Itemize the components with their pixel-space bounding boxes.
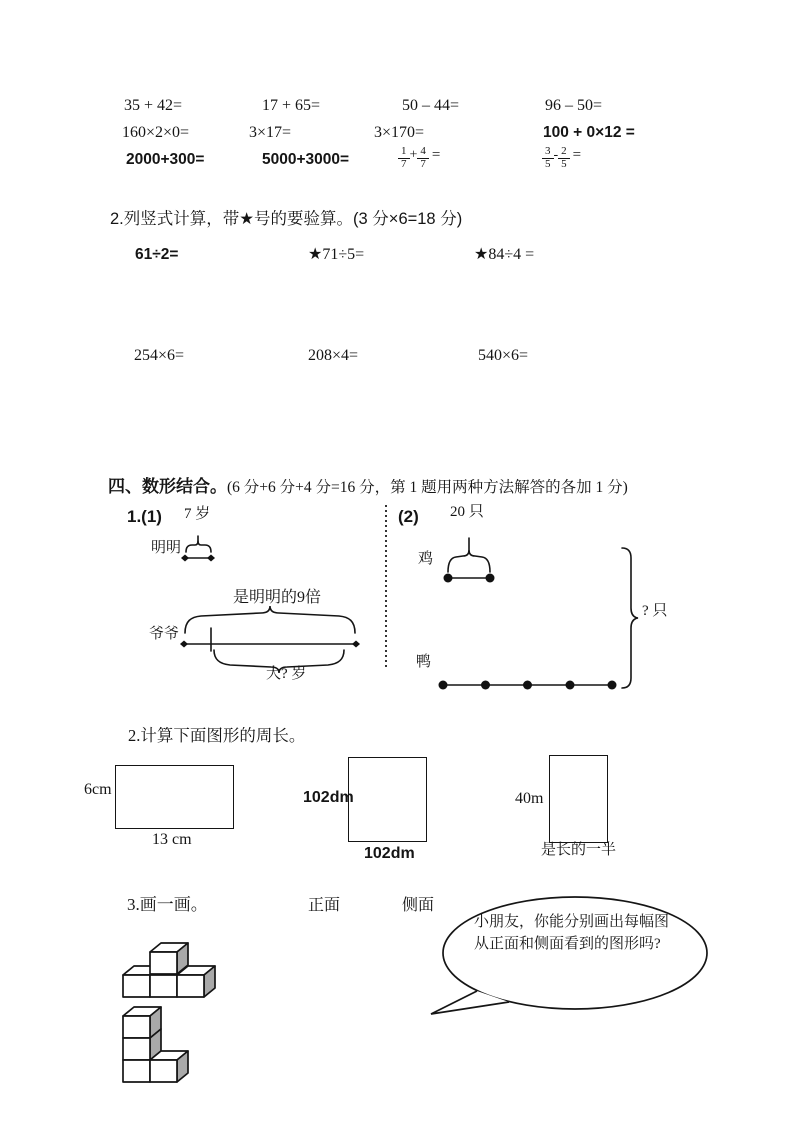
cube-figure-bottom [123,1007,188,1082]
rectangle-40m [549,755,608,843]
chicken-brace [444,538,495,583]
arith-cell: 100 + 0×12 = [543,124,635,141]
rect1-bottom-label: 13 cm [152,831,192,848]
section2-heading: 2.列竖式计算，带★号的要验算。(3 分×6=18 分) [110,210,463,228]
arith-cell: 2000+300= [126,151,205,168]
square-side-label: 102dm [303,789,354,806]
division-problem: 61÷2= [135,246,179,263]
side-view-label: 侧面 [402,897,435,914]
fraction-expression: $\frac{1}{7}$ + $\frac{4}{7}$ = [398,146,440,170]
multiplication-problem: 254×6= [134,347,185,364]
age-label: 7 岁 [184,506,211,522]
arith-cell: 96 – 50= [545,97,603,114]
diff-label: 大? 岁 [266,666,307,682]
problem1-label-2: (2) [398,507,419,526]
multiplication-problem: 208×4= [308,347,359,364]
square-102dm [348,757,427,842]
arith-cell: 5000+3000= [262,151,350,168]
grandpa-line [180,628,360,651]
problem3-heading: 3.画一画。 [127,895,208,914]
arith-cell: 160×2×0= [122,124,190,141]
chicken-label: 鸡 [418,551,434,567]
arith-cell: 3×170= [374,124,425,141]
arith-cell: 50 – 44= [402,97,460,114]
problem1-diagram [100,500,700,700]
total-brace [622,548,638,688]
speech-bubble-text: 小朋友，你能分别画出每幅图 从正面和侧面看到的图形吗? [474,914,670,952]
rectangle-13x6 [115,765,234,829]
cube-figure-top [123,943,215,997]
total-label: ? 只 [642,603,668,619]
arith-cell: 3×17= [249,124,292,141]
division-problem: ★84÷4 = [474,246,535,263]
fraction: $\frac{2}{5}$ [558,146,570,170]
fraction: $\frac{1}{7}$ [398,146,410,170]
count-label: 20 只 [450,504,484,520]
front-view-label: 正面 [308,897,341,914]
fraction: $\frac{4}{7}$ [417,146,429,170]
duck-label: 鸭 [416,654,432,670]
arith-cell: 17 + 65= [262,97,321,114]
arith-cell: 35 + 42= [124,97,183,114]
square-bottom-label: 102dm [364,845,415,862]
times-label: 是明明的9倍 [233,589,322,606]
grandpa-bottom-brace [214,650,344,673]
cube-figures [108,938,233,1093]
rect2-side-label: 40m [515,790,544,807]
problem1-label: 1.(1) [127,507,162,526]
rect2-bottom-label: 是长的一半 [541,842,617,858]
section4-points: (6 分+6 分+4 分=16 分，第 1 题用两种方法解答的各加 1 分) [227,479,628,496]
section4-heading [108,477,628,497]
rect1-side-label: 6cm [84,781,112,798]
division-problem: ★71÷5= [308,246,365,263]
mingming-brace [181,536,215,562]
problem2-heading: 2.计算下面图形的周长。 [128,726,306,745]
fraction: $\frac{3}{5}$ [542,146,554,170]
section4-title: 四、数形结合。 [108,477,227,496]
fraction-expression: $\frac{3}{5}$ - $\frac{2}{5}$ = [542,146,581,170]
multiplication-problem: 540×6= [478,347,529,364]
duck-line [439,681,617,690]
mingming-label: 明明 [151,540,182,556]
grandpa-label: 爷爷 [149,626,180,642]
